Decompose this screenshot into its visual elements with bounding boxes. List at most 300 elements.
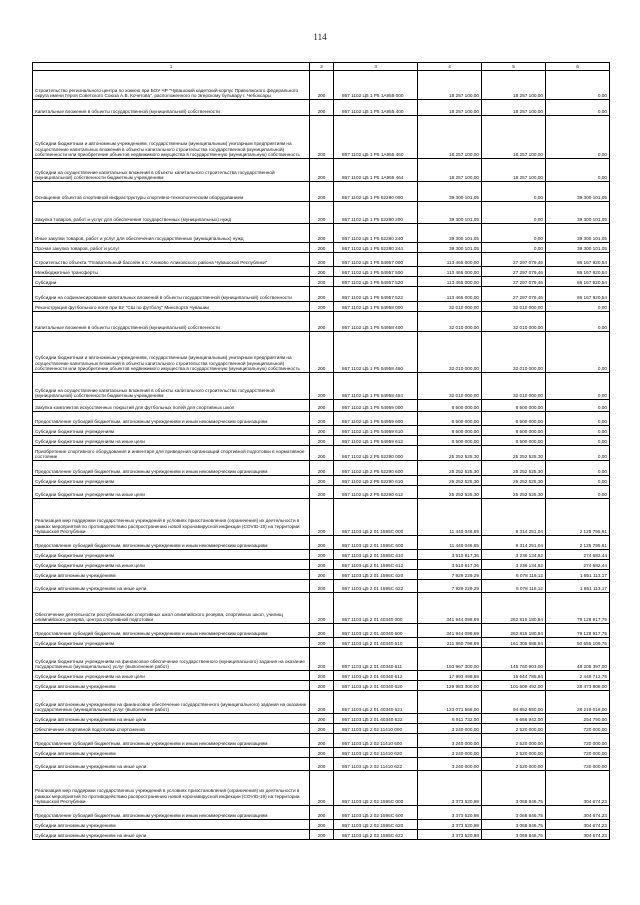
- row-classification: 867 1102 Ц5 1 Р5 52280 200: [334, 202, 418, 224]
- row-classification: 867 1103 Ц5 2 01 40340 000: [334, 593, 418, 624]
- row-amount-approved: 123 071 568,00: [418, 691, 482, 714]
- row-code: 200: [310, 400, 334, 412]
- row-amount-executed: 0,00: [482, 224, 546, 243]
- row-amount-remaining: 720 000,00: [546, 724, 610, 734]
- row-code: 200: [310, 593, 334, 624]
- row-code: 200: [310, 499, 334, 536]
- table-row: [33, 116, 610, 159]
- table-row: [33, 550, 610, 560]
- row-code: 200: [310, 624, 334, 638]
- table-row: [33, 734, 610, 748]
- row-amount-approved: 341 944 098,69: [418, 593, 482, 624]
- row-description: Субсидии бюджетным и автономным учреждениям, государственным (муниципальным) унитарным предприятиям на осуществление капитальных вложений в объекты капитального строительства государственной (муниципальной) собственности или приобретение объектов недвижимого имущества в государственную (муниципальную) собственность: [33, 332, 310, 373]
- row-classification: 867 1102 Ц5 1 Р5 54957 000: [334, 253, 418, 267]
- table-row: [33, 71, 610, 100]
- row-code: 200: [310, 426, 334, 436]
- row-amount-executed: 0,00: [482, 243, 546, 253]
- row-amount-remaining: 28 473 808,00: [546, 681, 610, 691]
- row-amount-executed: 9 314 251,04: [482, 536, 546, 550]
- row-amount-remaining: 39 300 101,05: [546, 182, 610, 202]
- row-amount-remaining: 0,00: [546, 159, 610, 182]
- table-row: [33, 461, 610, 476]
- row-amount-executed: 32 010 000,00: [482, 302, 546, 312]
- row-classification: 867 1103 Ц5 2 02 11410 600: [334, 734, 418, 748]
- row-amount-remaining: 304 674,23: [546, 771, 610, 806]
- row-description: Субсидии автономным учреждениям на иные цели: [33, 758, 310, 771]
- row-amount-remaining: 720 000,00: [546, 734, 610, 748]
- row-code: 200: [310, 243, 334, 253]
- row-description: Оснащение объектов спортивной инфраструктуры спортивно-технологическим оборудованием: [33, 182, 310, 202]
- column-header: 1: [33, 63, 310, 71]
- row-amount-approved: 11 440 046,65: [418, 499, 482, 536]
- row-description: Закупка товаров, работ и услуг для обеспечения государственных (муниципальных) нужд: [33, 202, 310, 224]
- row-amount-approved: 7 929 229,29: [418, 570, 482, 580]
- row-amount-executed: 27 297 079,46: [482, 277, 546, 287]
- row-description: Приобретение спортивного оборудования и инвентаря для приведения организаций спортивной подготовки в нормативное состояние: [33, 446, 310, 461]
- row-classification: 867 1102 Ц5 1 Р5 54958 460: [334, 332, 418, 373]
- row-description: Субсидии бюджетным учреждениям на иные цели: [33, 486, 310, 499]
- row-classification: 867 1103 Ц5 2 02 1595С 600: [334, 806, 418, 820]
- row-amount-approved: 8 500 000,00: [418, 436, 482, 446]
- row-amount-approved: 211 960 798,69: [418, 638, 482, 648]
- row-code: 200: [310, 580, 334, 593]
- table-row: [33, 182, 610, 202]
- row-amount-executed: 0,00: [482, 182, 546, 202]
- row-amount-remaining: 274 682,44: [546, 560, 610, 570]
- table-row: [33, 580, 610, 593]
- row-amount-executed: 18 257 100,00: [482, 159, 546, 182]
- row-classification: 867 1103 Ц5 2 01 1595С 622: [334, 580, 418, 593]
- row-amount-remaining: 39 300 101,05: [546, 202, 610, 224]
- row-amount-approved: 39 300 101,05: [418, 182, 482, 202]
- row-amount-approved: 32 010 000,00: [418, 373, 482, 400]
- row-classification: 867 1102 Ц5 1 Р5 54958 464: [334, 373, 418, 400]
- row-amount-executed: 18 257 100,00: [482, 71, 546, 100]
- row-amount-executed: 262 815 180,94: [482, 593, 546, 624]
- row-amount-approved: 25 252 525,30: [418, 486, 482, 499]
- row-description: Межбюджетные трансферты: [33, 267, 310, 277]
- row-classification: 867 1102 Ц5 2 Р5 52290 610: [334, 476, 418, 486]
- table-header-row: [33, 63, 610, 71]
- row-amount-remaining: 79 128 917,75: [546, 624, 610, 638]
- row-amount-approved: 25 252 525,30: [418, 446, 482, 461]
- row-classification: 867 1103 Ц5 2 01 40340 620: [334, 681, 418, 691]
- row-amount-executed: 8 500 000,00: [482, 412, 546, 426]
- row-description: Строительство объекта "Плавательный бассейн в с. Аликово Аликовского района Чувашской Республики": [33, 253, 310, 267]
- row-amount-executed: 18 257 100,00: [482, 116, 546, 159]
- row-amount-executed: 2 520 000,00: [482, 724, 546, 734]
- row-code: 200: [310, 373, 334, 400]
- row-amount-executed: 32 010 000,00: [482, 312, 546, 332]
- table-row: [33, 224, 610, 243]
- row-amount-approved: 32 010 000,00: [418, 302, 482, 312]
- row-description: Субсидии бюджетным учреждениям на иные цели: [33, 560, 310, 570]
- row-amount-approved: 3 373 520,98: [418, 820, 482, 830]
- row-amount-remaining: 1 851 113,17: [546, 570, 610, 580]
- table-row: [33, 277, 610, 287]
- row-amount-approved: 3 240 000,00: [418, 748, 482, 758]
- row-amount-remaining: 0,00: [546, 71, 610, 100]
- table-row: [33, 748, 610, 758]
- row-classification: 867 1103 Ц5 2 01 40340 600: [334, 624, 418, 638]
- row-amount-remaining: 720 000,00: [546, 758, 610, 771]
- row-classification: 867 1103 Ц5 2 02 1595С 622: [334, 830, 418, 840]
- table-row: [33, 714, 610, 724]
- row-amount-approved: 39 300 101,05: [418, 224, 482, 243]
- page-number: 114: [313, 32, 327, 42]
- row-amount-executed: 25 252 525,30: [482, 446, 546, 461]
- table-row: [33, 820, 610, 830]
- row-classification: 867 1102 Ц5 1 Р5 1А955 464: [334, 159, 418, 182]
- row-code: 200: [310, 159, 334, 182]
- row-description: Капитальные вложения в объекты государственной (муниципальной) собственности: [33, 312, 310, 332]
- row-amount-remaining: 304 674,23: [546, 820, 610, 830]
- row-amount-remaining: 86 167 920,54: [546, 267, 610, 277]
- row-amount-executed: 8 500 000,00: [482, 436, 546, 446]
- row-amount-approved: 17 993 498,69: [418, 671, 482, 681]
- row-amount-executed: 18 257 100,00: [482, 100, 546, 116]
- row-description: Субсидии автономным учреждениям на финансовое обеспечение государственного (муниципального) задания на оказание государственных (муниципальных) услуг (выполнение работ): [33, 691, 310, 714]
- row-code: 200: [310, 486, 334, 499]
- row-description: Реализация мер поддержки государственных учреждений в условиях приостановления (ограничения) их деятельности в рамках мероприятий по противодействию распространению новой коронавирусной инфекции (COVID-19) на территории Чувашской Республики: [33, 771, 310, 806]
- row-amount-approved: 113 465 000,00: [418, 267, 482, 277]
- row-amount-remaining: 2 125 795,61: [546, 536, 610, 550]
- row-description: Предоставление субсидий бюджетным, автономным учреждениям и иным некоммерческим организациям: [33, 806, 310, 820]
- table-row: [33, 400, 610, 412]
- table-row: [33, 476, 610, 486]
- table-row: [33, 412, 610, 426]
- row-amount-approved: 3 240 000,00: [418, 734, 482, 748]
- row-amount-approved: 6 911 732,00: [418, 714, 482, 724]
- row-amount-executed: 25 252 525,30: [482, 486, 546, 499]
- row-amount-remaining: 0,00: [546, 446, 610, 461]
- row-classification: 867 1103 Ц5 2 02 1595С 620: [334, 820, 418, 830]
- row-amount-executed: 6 656 942,00: [482, 714, 546, 724]
- row-amount-approved: 3 373 520,98: [418, 771, 482, 806]
- row-classification: 867 1102 Ц5 2 Р5 52290 612: [334, 486, 418, 499]
- row-classification: 867 1102 Ц5 1 Р5 1А955 460: [334, 116, 418, 159]
- row-code: 200: [310, 771, 334, 806]
- row-classification: 867 1103 Ц5 2 01 1595С 600: [334, 536, 418, 550]
- row-amount-executed: 27 297 079,46: [482, 267, 546, 277]
- row-amount-executed: 161 305 688,94: [482, 638, 546, 648]
- row-classification: 867 1103 Ц5 2 01 40340 610: [334, 638, 418, 648]
- table-row: [33, 446, 610, 461]
- row-code: 200: [310, 71, 334, 100]
- row-description: Строительство регионального центра по хоккею при БОУ ЧР "Чувашский кадетский корпус Приволжского федерального округа имени Героя Советского Союза А.В. Кочетова", расположенного по Эгерскому бульвару г. Чебоксары: [33, 71, 310, 100]
- row-amount-remaining: 0,00: [546, 116, 610, 159]
- row-code: 200: [310, 830, 334, 840]
- row-amount-executed: 3 068 846,75: [482, 830, 546, 840]
- column-header: 3: [334, 63, 418, 71]
- row-amount-remaining: 720 000,00: [546, 748, 610, 758]
- table-row: [33, 593, 610, 624]
- row-code: 200: [310, 691, 334, 714]
- budget-table: [32, 62, 610, 840]
- row-description: Реконструкция футбольного поля при БУ "СШ по футболу" Минспорта Чувашии: [33, 302, 310, 312]
- row-description: Субсидии бюджетным учреждениям на финансовое обеспечение государственного (муниципального) задания на оказание государственных (муниципальных) услуг (выполнение работ): [33, 648, 310, 671]
- row-amount-executed: 3 068 846,75: [482, 820, 546, 830]
- row-amount-remaining: 28 219 018,00: [546, 691, 610, 714]
- row-amount-remaining: 86 167 920,54: [546, 287, 610, 302]
- row-amount-approved: 7 929 229,29: [418, 580, 482, 593]
- row-amount-remaining: 0,00: [546, 400, 610, 412]
- row-code: 200: [310, 446, 334, 461]
- row-classification: 867 1103 Ц5 2 02 11410 622: [334, 758, 418, 771]
- table-row: [33, 499, 610, 536]
- table-row: [33, 100, 610, 116]
- row-description: Субсидии на осуществление капитальных вложений в объекты капитального строительства государственной (муниципальной) собственности бюджетным учреждениям: [33, 159, 310, 182]
- row-amount-remaining: 0,00: [546, 476, 610, 486]
- row-description: Предоставление субсидий бюджетным, автономным учреждениям и иным некоммерческим организациям: [33, 536, 310, 550]
- column-header: 5: [482, 63, 546, 71]
- row-amount-executed: 6 078 116,12: [482, 580, 546, 593]
- row-description: Субсидии автономным учреждениям на иные цели: [33, 830, 310, 840]
- row-code: 200: [310, 436, 334, 446]
- row-classification: 867 1103 Ц5 2 01 40340 612: [334, 671, 418, 681]
- row-amount-approved: 25 252 525,30: [418, 461, 482, 476]
- table-row: [33, 486, 610, 499]
- row-code: 200: [310, 734, 334, 748]
- row-description: Субсидии бюджетным и автономным учреждениям, государственным (муниципальным) унитарным предприятиям на осуществление капитальных вложений в объекты капитального строительства государственной (муниципальной) собственности или приобретение объектов недвижимого имущества в государственную (муниципальную) собственность: [33, 116, 310, 159]
- row-description: Субсидии: [33, 277, 310, 287]
- row-amount-remaining: 39 300 101,05: [546, 243, 610, 253]
- row-amount-executed: 15 544 785,94: [482, 671, 546, 681]
- row-amount-approved: 8 500 000,00: [418, 426, 482, 436]
- row-amount-approved: 113 465 000,00: [418, 253, 482, 267]
- table-row: [33, 302, 610, 312]
- row-amount-executed: 3 236 134,92: [482, 560, 546, 570]
- row-amount-remaining: 86 167 920,54: [546, 277, 610, 287]
- row-description: Предоставление субсидий бюджетным, автономным учреждениям и иным некоммерческим организациям: [33, 461, 310, 476]
- row-classification: 867 1102 Ц5 1 Р5 52280 240: [334, 224, 418, 243]
- table-row: [33, 724, 610, 734]
- row-code: 200: [310, 202, 334, 224]
- row-classification: 867 1102 Ц5 1 Р5 54958 000: [334, 302, 418, 312]
- row-code: 200: [310, 253, 334, 267]
- table-row: [33, 648, 610, 671]
- row-amount-remaining: 50 655 109,75: [546, 638, 610, 648]
- table-row: [33, 638, 610, 648]
- row-code: 200: [310, 748, 334, 758]
- row-code: 200: [310, 182, 334, 202]
- table-row: [33, 560, 610, 570]
- row-code: 200: [310, 758, 334, 771]
- row-amount-approved: 3 373 520,98: [418, 830, 482, 840]
- row-code: 200: [310, 287, 334, 302]
- row-amount-executed: 262 815 180,94: [482, 624, 546, 638]
- row-amount-remaining: 1 851 113,17: [546, 580, 610, 593]
- row-classification: 867 1102 Ц5 1 Р5 1А955 400: [334, 100, 418, 116]
- table-row: [33, 691, 610, 714]
- row-description: Предоставление субсидий бюджетным, автономным учреждениям и иным некоммерческим организациям: [33, 412, 310, 426]
- row-classification: 867 1103 Ц5 2 02 11410 000: [334, 724, 418, 734]
- row-amount-executed: 2 520 000,00: [482, 734, 546, 748]
- row-code: 200: [310, 648, 334, 671]
- row-amount-remaining: 0,00: [546, 436, 610, 446]
- row-classification: 867 1102 Ц5 1 Р5 54959 612: [334, 436, 418, 446]
- table-row: [33, 771, 610, 806]
- row-amount-approved: 193 967 300,00: [418, 648, 482, 671]
- row-description: Закупка комплектов искусственных покрытий для футбольных полей для спортивных школ: [33, 400, 310, 412]
- row-classification: 867 1102 Ц5 1 Р5 54957 500: [334, 267, 418, 277]
- row-amount-executed: 101 509 492,00: [482, 681, 546, 691]
- row-amount-approved: 32 010 000,00: [418, 332, 482, 373]
- row-amount-executed: 6 078 116,12: [482, 570, 546, 580]
- row-amount-approved: 18 257 100,00: [418, 71, 482, 100]
- row-classification: 867 1102 Ц5 1 Р5 54958 400: [334, 312, 418, 332]
- row-classification: 867 1103 Ц5 2 02 1595С 000: [334, 771, 418, 806]
- row-amount-approved: 11 440 046,65: [418, 536, 482, 550]
- row-amount-executed: 25 252 525,30: [482, 476, 546, 486]
- row-amount-executed: 27 297 079,46: [482, 253, 546, 267]
- column-header: 4: [418, 63, 482, 71]
- row-classification: 867 1102 Ц5 1 Р5 54959 000: [334, 400, 418, 412]
- row-amount-remaining: 48 206 397,00: [546, 648, 610, 671]
- row-description: Капитальные вложения в объекты государственной (муниципальной) собственности: [33, 100, 310, 116]
- row-classification: 867 1102 Ц5 1 Р5 54959 600: [334, 412, 418, 426]
- row-amount-remaining: 0,00: [546, 100, 610, 116]
- row-code: 200: [310, 476, 334, 486]
- row-amount-remaining: 304 674,23: [546, 806, 610, 820]
- row-amount-approved: 39 300 101,05: [418, 243, 482, 253]
- row-classification: 867 1102 Ц5 1 Р5 1А955 000: [334, 71, 418, 100]
- row-description: Субсидии бюджетным учреждениям на иные цели: [33, 671, 310, 681]
- row-description: Предоставление субсидий бюджетным, автономным учреждениям и иным некоммерческим организациям: [33, 624, 310, 638]
- row-description: Субсидии бюджетным учреждениям: [33, 550, 310, 560]
- row-amount-approved: 18 257 100,00: [418, 100, 482, 116]
- row-amount-executed: 3 068 846,75: [482, 806, 546, 820]
- row-code: 200: [310, 806, 334, 820]
- row-amount-approved: 3 510 817,36: [418, 550, 482, 560]
- column-header: 6: [546, 63, 610, 71]
- row-classification: 867 1103 Ц5 2 01 40340 611: [334, 648, 418, 671]
- row-amount-executed: 8 500 000,00: [482, 400, 546, 412]
- table-row: [33, 671, 610, 681]
- row-amount-executed: 2 520 000,00: [482, 758, 546, 771]
- row-description: Обеспечение деятельности республиканских спортивных школ олимпийского резерва, спортивных школ, училищ олимпийского резерва, центра спортивной подготовки: [33, 593, 310, 624]
- row-classification: 867 1102 Ц5 1 Р5 54959 610: [334, 426, 418, 436]
- row-description: Субсидии на софинансирование капитальных вложений в объекты государственной (муниципальной) собственности: [33, 287, 310, 302]
- row-code: 200: [310, 536, 334, 550]
- row-code: 200: [310, 820, 334, 830]
- row-amount-approved: 3 510 817,36: [418, 560, 482, 570]
- row-description: Иные закупки товаров, работ и услуг для обеспечения государственных (муниципальных) нужд: [33, 224, 310, 243]
- row-amount-remaining: 2 448 712,75: [546, 671, 610, 681]
- row-code: 200: [310, 116, 334, 159]
- row-classification: 867 1103 Ц5 2 01 1595С 620: [334, 570, 418, 580]
- row-code: 200: [310, 638, 334, 648]
- row-code: 200: [310, 681, 334, 691]
- table-row: [33, 243, 610, 253]
- table-row: [33, 624, 610, 638]
- row-amount-executed: 2 520 000,00: [482, 748, 546, 758]
- row-description: Реализация мер поддержки государственных учреждений в условиях приостановления (ограничения) их деятельности в рамках мероприятий по противодействию распространению новой коронавирусной инфекции (COVID-19) на территории Чувашской Республики: [33, 499, 310, 536]
- row-amount-executed: 8 500 000,00: [482, 426, 546, 436]
- table-row: [33, 426, 610, 436]
- row-amount-remaining: 0,00: [546, 332, 610, 373]
- table-row: [33, 830, 610, 840]
- row-classification: 867 1102 Ц5 1 Р5 52280 000: [334, 182, 418, 202]
- row-amount-executed: 32 010 000,00: [482, 332, 546, 373]
- row-amount-approved: 3 240 000,00: [418, 724, 482, 734]
- table-row: [33, 681, 610, 691]
- row-description: Субсидии бюджетным учреждениям на иные цели: [33, 436, 310, 446]
- row-classification: 867 1103 Ц5 2 01 1595С 000: [334, 499, 418, 536]
- row-amount-approved: 18 257 100,00: [418, 116, 482, 159]
- row-description: Предоставление субсидий бюджетным, автономным учреждениям и иным некоммерческим организациям: [33, 734, 310, 748]
- row-description: Обеспечение спортивной подготовки спортсменов: [33, 724, 310, 734]
- row-amount-remaining: 79 128 917,75: [546, 593, 610, 624]
- table-row: [33, 267, 610, 277]
- row-amount-executed: 27 297 079,46: [482, 287, 546, 302]
- row-amount-remaining: 2 125 795,61: [546, 499, 610, 536]
- row-classification: 867 1102 Ц5 1 Р5 54957 520: [334, 277, 418, 287]
- row-code: 200: [310, 714, 334, 724]
- row-amount-executed: 0,00: [482, 202, 546, 224]
- row-code: 200: [310, 312, 334, 332]
- table-row: [33, 436, 610, 446]
- row-description: Субсидии бюджетным учреждениям: [33, 476, 310, 486]
- table-row: [33, 536, 610, 550]
- row-amount-executed: 3 068 846,75: [482, 771, 546, 806]
- row-amount-executed: 25 252 525,30: [482, 461, 546, 476]
- row-description: Субсидии автономным учреждениям: [33, 681, 310, 691]
- row-description: Субсидии автономным учреждениям: [33, 820, 310, 830]
- row-code: 200: [310, 412, 334, 426]
- row-amount-remaining: 39 300 101,05: [546, 224, 610, 243]
- row-description: Субсидии на осуществление капитальных вложений в объекты капитального строительства государственной (муниципальной) собственности бюджетным учреждениям: [33, 373, 310, 400]
- row-amount-remaining: 274 682,44: [546, 550, 610, 560]
- row-amount-approved: 129 983 300,00: [418, 681, 482, 691]
- row-code: 200: [310, 302, 334, 312]
- row-amount-approved: 3 240 000,00: [418, 758, 482, 771]
- row-description: Субсидии автономным учреждениям на иные цели: [33, 580, 310, 593]
- row-amount-executed: 94 852 550,00: [482, 691, 546, 714]
- row-code: 200: [310, 550, 334, 560]
- row-code: 200: [310, 724, 334, 734]
- row-code: 200: [310, 332, 334, 373]
- row-amount-approved: 32 010 000,00: [418, 312, 482, 332]
- row-code: 200: [310, 671, 334, 681]
- table-row: [33, 373, 610, 400]
- table-row: [33, 312, 610, 332]
- row-amount-approved: 8 500 000,00: [418, 400, 482, 412]
- row-code: 200: [310, 277, 334, 287]
- row-amount-executed: 32 010 000,00: [482, 373, 546, 400]
- row-amount-approved: 3 373 520,98: [418, 806, 482, 820]
- row-classification: 867 1103 Ц5 2 01 40340 621: [334, 691, 418, 714]
- row-description: Субсидии автономным учреждениям на иные цели: [33, 714, 310, 724]
- row-amount-approved: 25 252 525,30: [418, 476, 482, 486]
- row-classification: 867 1103 Ц5 2 01 40340 622: [334, 714, 418, 724]
- table-row: [33, 570, 610, 580]
- table-row: [33, 287, 610, 302]
- row-amount-approved: 18 257 100,00: [418, 159, 482, 182]
- table-row: [33, 806, 610, 820]
- row-description: Субсидии автономным учреждениям: [33, 570, 310, 580]
- row-code: 200: [310, 461, 334, 476]
- row-amount-remaining: 0,00: [546, 486, 610, 499]
- row-description: Субсидии бюджетным учреждениям: [33, 426, 310, 436]
- row-classification: 867 1103 Ц5 2 01 1595С 612: [334, 560, 418, 570]
- table-row: [33, 202, 610, 224]
- row-classification: 867 1102 Ц5 1 Р5 54957 522: [334, 287, 418, 302]
- row-code: 200: [310, 100, 334, 116]
- row-description: Субсидии автономным учреждениям: [33, 748, 310, 758]
- row-code: 200: [310, 224, 334, 243]
- row-amount-approved: 113 465 000,00: [418, 287, 482, 302]
